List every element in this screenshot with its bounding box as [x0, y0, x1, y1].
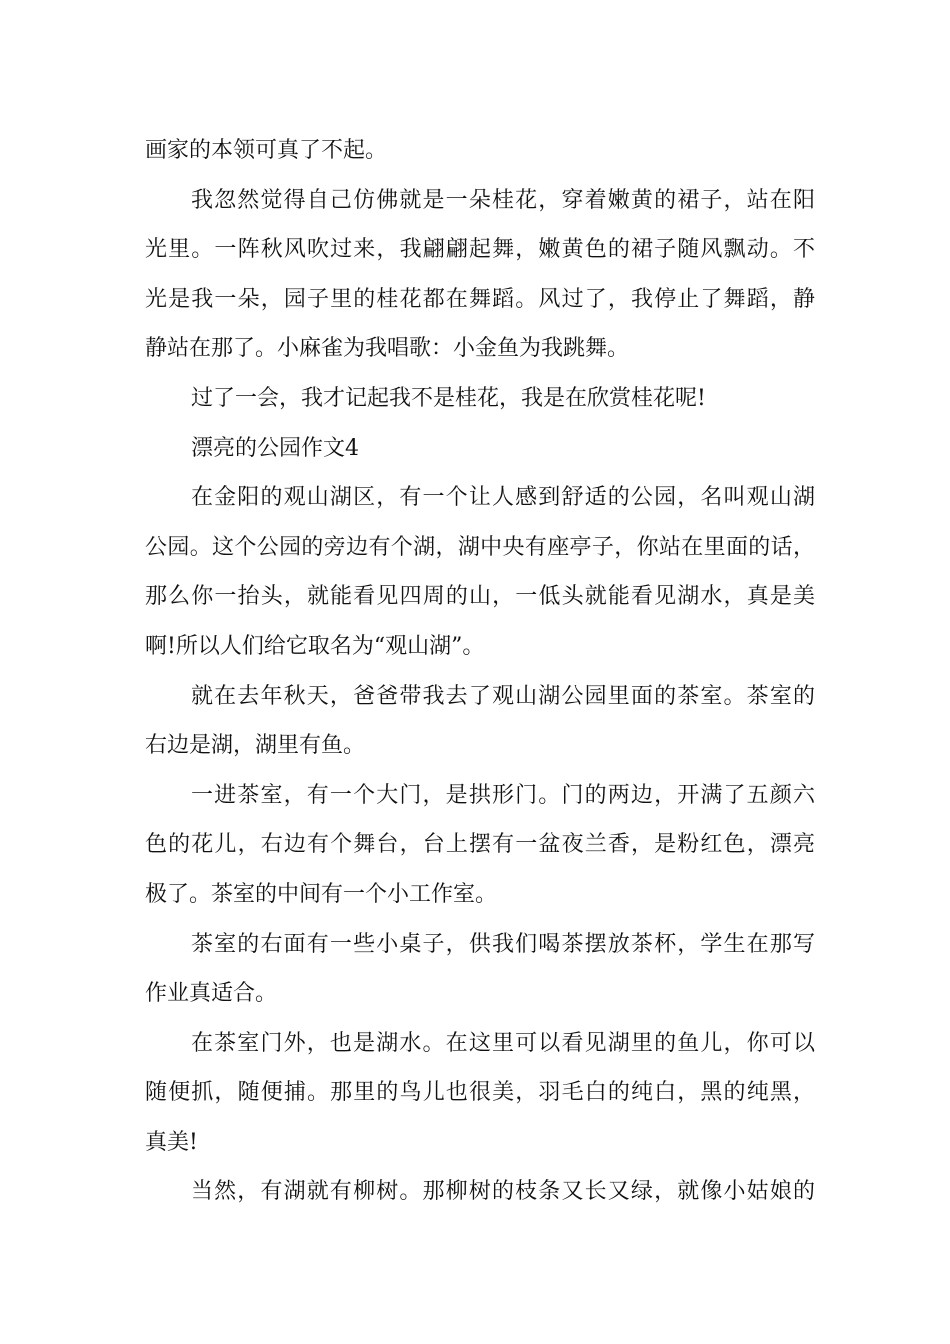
paragraph-awake [145, 374, 815, 424]
text-line: 真美! [145, 1129, 198, 1155]
text-line: 就在去年秋天，爸爸带我去了观山湖公园里面的茶室。茶室的 [191, 683, 815, 709]
document-body [145, 126, 815, 1217]
paragraph-tables [145, 920, 815, 1019]
text-line: 极了。茶室的中间有一个小工作室。 [145, 881, 498, 907]
text-line: 一进茶室，有一个大门，是拱形门。门的两边，开满了五颜六 [191, 782, 815, 808]
text-line: 光里。一阵秋风吹过来，我翩翩起舞，嫩黄色的裙子随风飘动。不 [145, 237, 815, 263]
text-line: 随便抓，随便捕。那里的鸟儿也很美，羽毛白的纯白，黑的纯黑， [145, 1080, 815, 1106]
text-line: 光是我一朵，园子里的桂花都在舞蹈。风过了，我停止了舞蹈，静 [145, 286, 815, 312]
section-heading [145, 424, 815, 474]
paragraph-park-intro [145, 473, 815, 671]
text-line: 画家的本领可真了不起。 [145, 138, 388, 163]
paragraph-osmanthus-dream [145, 176, 815, 374]
text-line: 右边是湖，湖里有鱼。 [145, 733, 366, 759]
paragraph-entrance [145, 771, 815, 920]
paragraph-outside [145, 1019, 815, 1168]
text-line: 啊!所以人们给它取名为“观山湖”。 [145, 633, 485, 659]
text-line: 茶室的右面有一些小桌子，供我们喝茶摆放茶杯，学生在那写 [191, 931, 815, 957]
text-line: 当然，有湖就有柳树。那柳树的枝条又长又绿，就像小姑娘的 [191, 1179, 815, 1205]
paragraph-tea-room [145, 672, 815, 771]
text-line: 公园。这个公园的旁边有个湖，湖中央有座亭子，你站在里面的话， [145, 534, 815, 560]
text-line: 作业真适合。 [145, 981, 278, 1007]
text-line: 色的花儿，右边有个舞台，台上摆有一盆夜兰香，是粉红色，漂亮 [145, 832, 815, 858]
text-line: 在茶室门外，也是湖水。在这里可以看见湖里的鱼儿，你可以 [191, 1030, 815, 1056]
text-line: 过了一会，我才记起我不是桂花，我是在欣赏桂花呢! [191, 385, 706, 411]
text-line: 静站在那了。小麻雀为我唱歌：小金鱼为我跳舞。 [145, 336, 630, 362]
text-line: 我忽然觉得自己仿佛就是一朵桂花，穿着嫩黄的裙子，站在阳 [191, 187, 815, 213]
text-line: 在金阳的观山湖区，有一个让人感到舒适的公园，名叫观山湖 [191, 485, 815, 511]
text-line: 那么你一抬头，就能看见四周的山，一低头就能看见湖水，真是美 [145, 584, 815, 610]
paragraph-1-end [145, 126, 815, 176]
essay-title: 漂亮的公园作文4 [191, 435, 359, 461]
paragraph-willows [145, 1167, 815, 1217]
